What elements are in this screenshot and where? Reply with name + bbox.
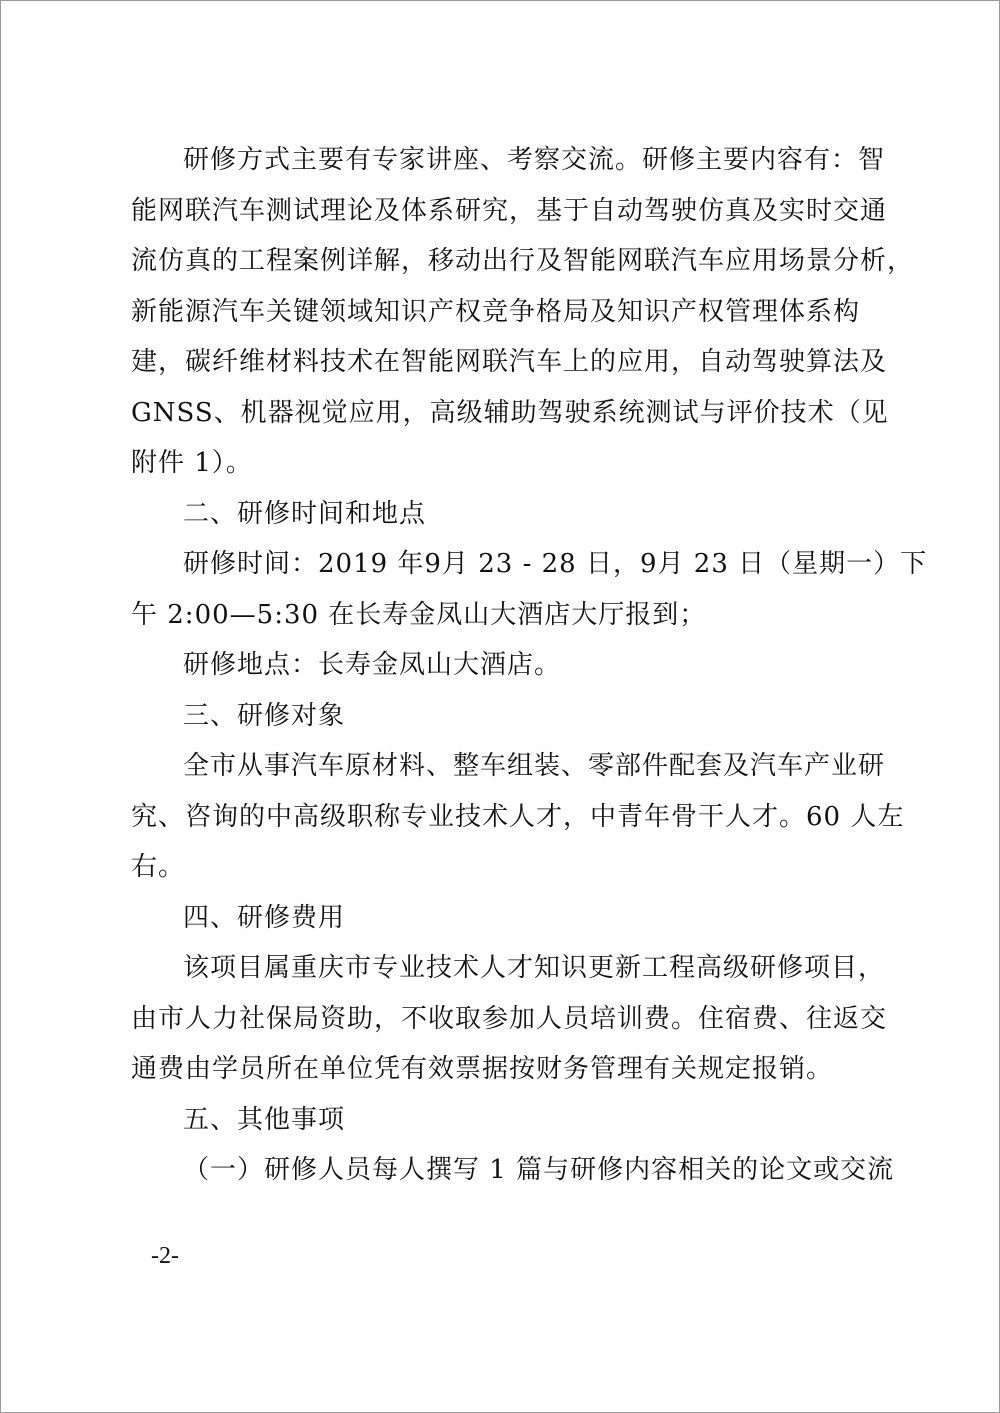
paragraph-line: 建，碳纤维材料技术在智能网联汽车上的应用，自动驾驶算法及	[131, 347, 888, 377]
paragraph-line: 研修时间：2019 年9月 23 - 28 日，9月 23 日（星期一）下	[183, 549, 928, 579]
paragraph-line: 通费由学员所在单位凭有效票据按财务管理有关规定报销。	[131, 1054, 834, 1084]
paragraph-line: GNSS、机器视觉应用，高级辅助驾驶系统测试与评价技术（见	[131, 397, 889, 428]
paragraph-line: 午 2:00—5:30 在长寿金凤山大酒店大厅报到；	[131, 599, 707, 630]
section-heading: 五、其他事项	[183, 1104, 346, 1135]
section-heading: 二、研修时间和地点	[183, 498, 427, 529]
paragraph-line: 由市人力社保局资助，不收取参加人员培训费。住宿费、往返交	[131, 1003, 888, 1034]
section-heading: 四、研修费用	[183, 902, 346, 933]
paragraph-line: 该项目属重庆市专业技术人才知识更新工程高级研修项目，	[183, 953, 886, 983]
section-heading: 三、研修对象	[183, 700, 346, 731]
paragraph-line: 新能源汽车关键领域知识产权竞争格局及知识产权管理体系构	[131, 296, 861, 327]
paragraph-line: 研修地点：长寿金凤山大酒店。	[183, 650, 562, 680]
page-number: -2-	[151, 1243, 179, 1269]
paragraph-line: 附件 1）。	[131, 448, 253, 478]
paragraph-line: （一）研修人员每人撰写 1 篇与研修内容相关的论文或交流	[183, 1155, 895, 1185]
document-body	[131, 135, 928, 1196]
paragraph-line: 研修方式主要有专家讲座、考察交流。研修主要内容有：智	[183, 145, 886, 175]
paragraph-line: 右。	[131, 852, 186, 882]
paragraph-line: 全市从事汽车原材料、整车组装、零部件配套及汽车产业研	[183, 751, 886, 781]
paragraph-line: 能网联汽车测试理论及体系研究，基于自动驾驶仿真及实时交通	[131, 195, 888, 226]
paragraph-line: 流仿真的工程案例详解，移动出行及智能网联汽车应用场景分析，	[131, 246, 915, 276]
paragraph-line: 究、咨询的中高级职称专业技术人才，中青年骨干人才。60 人左	[131, 801, 905, 832]
